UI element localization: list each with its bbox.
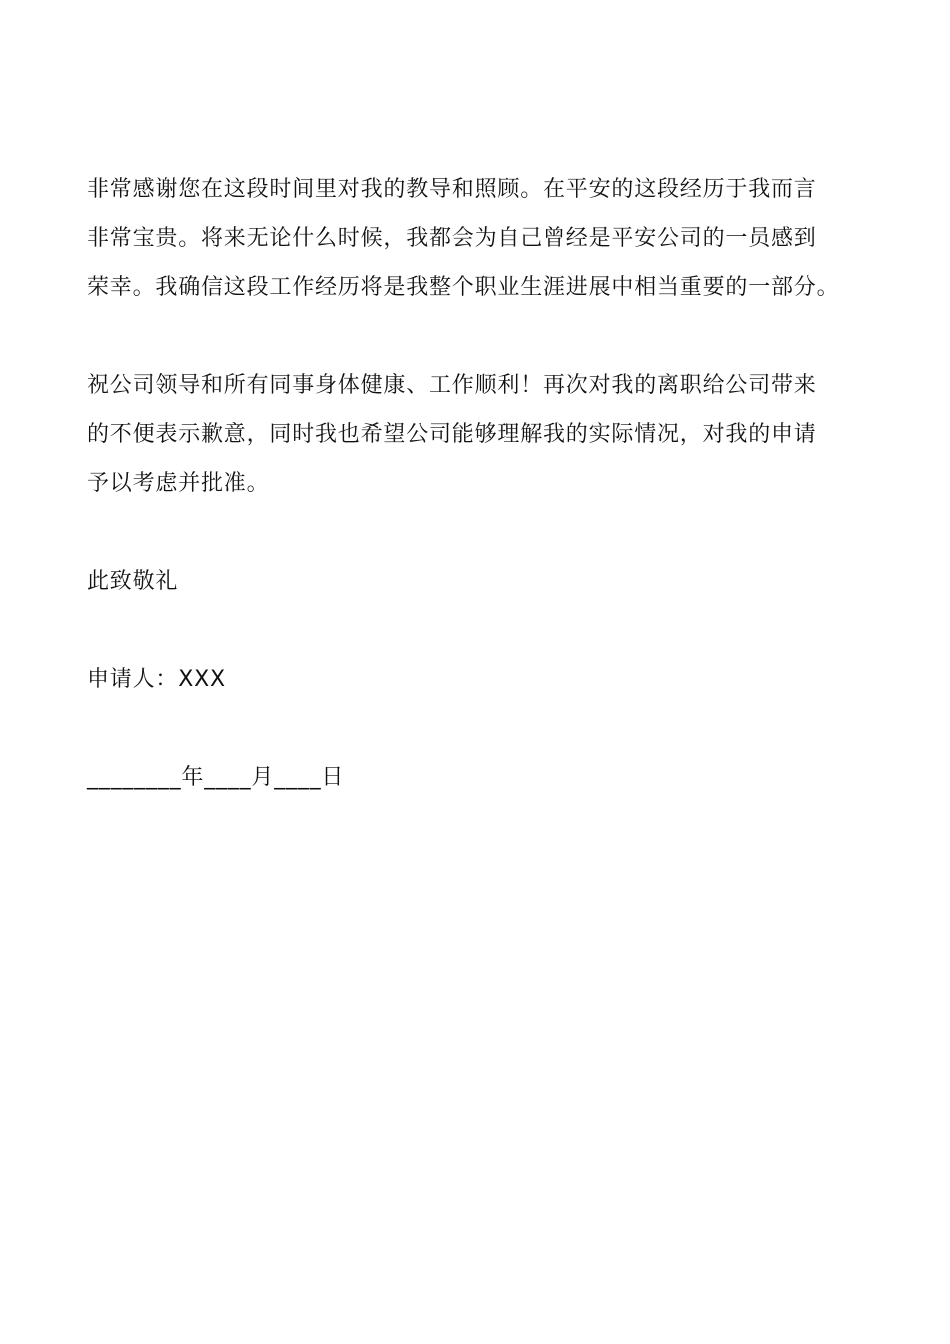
closing-salutation <box>87 557 867 606</box>
paragraph-line: 祝公司领导和所有同事身体健康、工作顺利！再次对我的离职给公司带来 <box>87 373 817 398</box>
date-line <box>87 753 867 802</box>
letter-body <box>87 165 867 802</box>
paragraph-spacer <box>87 704 867 753</box>
paragraph-line: 非常感谢您在这段时间里对我的教导和照顾。在平安的这段经历于我而言 <box>87 177 817 202</box>
paragraph-wishes <box>87 361 867 508</box>
applicant-signature <box>87 655 867 704</box>
closing-text: 此致敬礼 <box>87 569 179 594</box>
paragraph-spacer <box>87 508 867 557</box>
paragraph-spacer <box>87 312 867 361</box>
applicant-text: 申请人：XXX <box>87 667 226 692</box>
date-text: ________年____月____日 <box>87 765 345 790</box>
paragraph-line: 的不便表示歉意，同时我也希望公司能够理解我的实际情况，对我的申请 <box>87 422 817 447</box>
paragraph-line: 予以考虑并批准。 <box>87 471 270 496</box>
paragraph-thanks <box>87 165 867 312</box>
paragraph-line: 非常宝贵。将来无论什么时候，我都会为自己曾经是平安公司的一员感到 <box>87 226 817 251</box>
paragraph-spacer <box>87 606 867 655</box>
paragraph-line: 荣幸。我确信这段工作经历将是我整个职业生涯进展中相当重要的一部分。 <box>87 275 840 300</box>
